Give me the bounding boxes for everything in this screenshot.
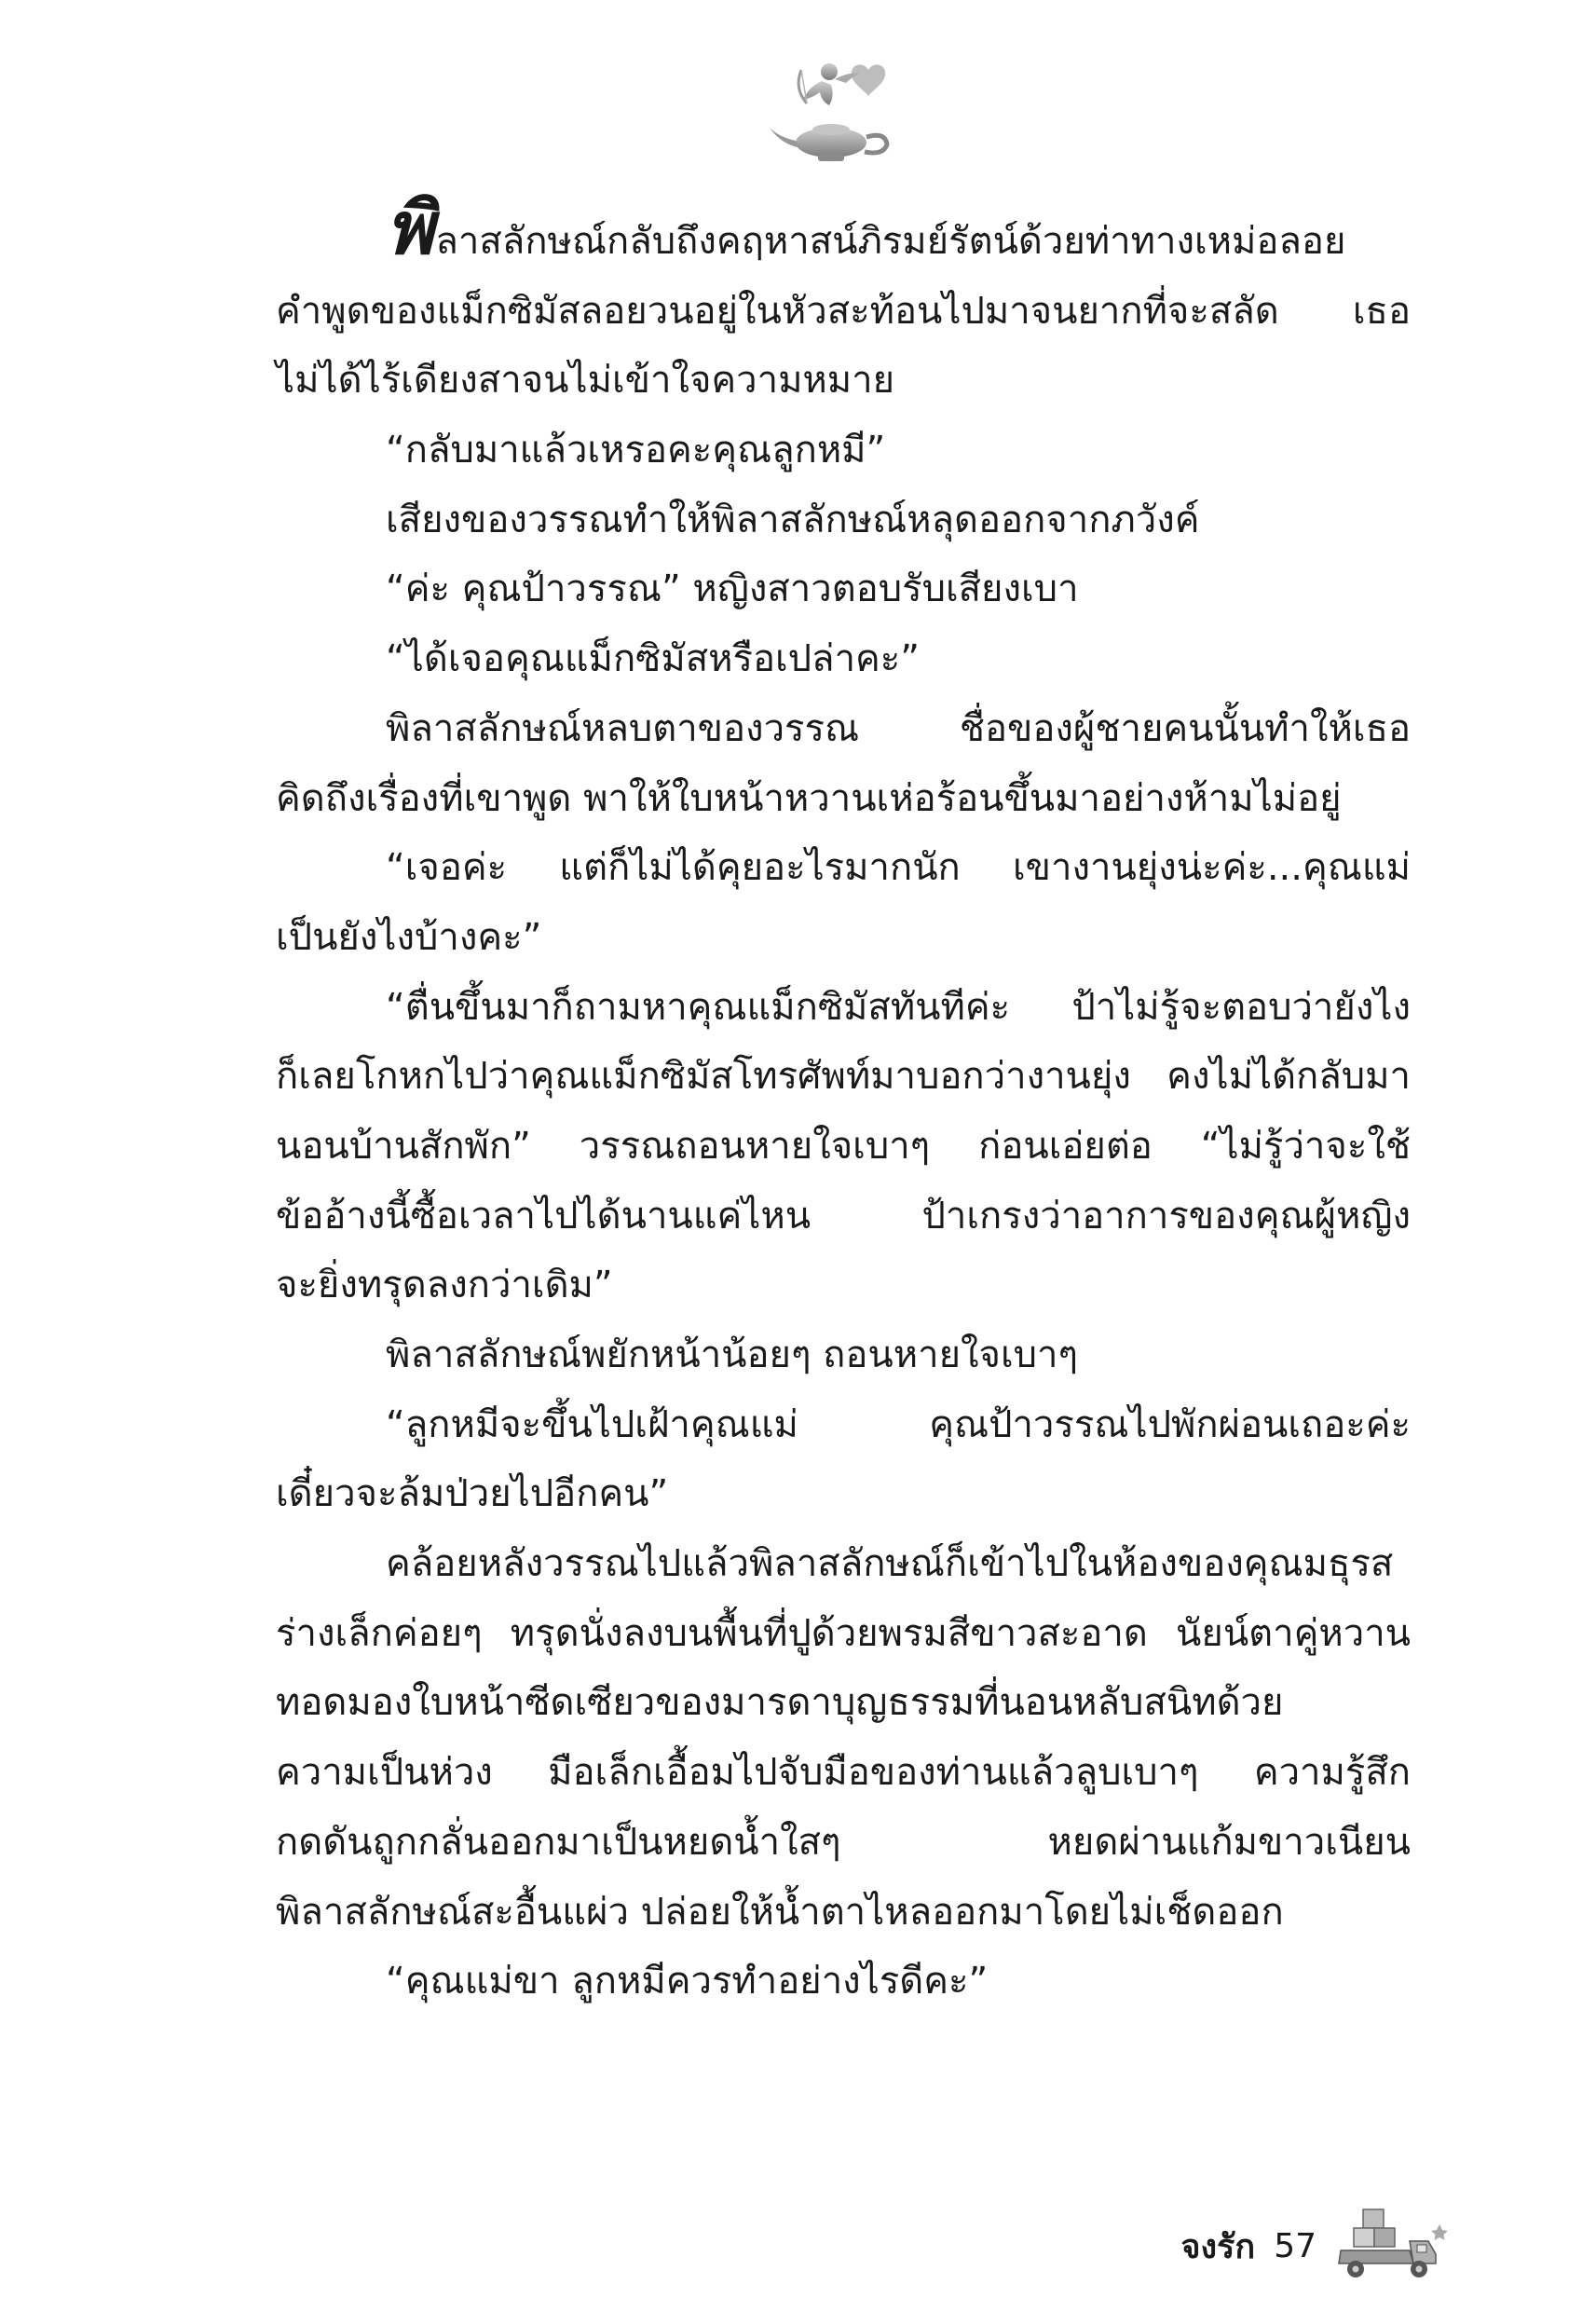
text-line-content: กดดันถูกกลั่นออกมาเป็นหยดน้ำใสๆ หยดผ่านแก้มขาวเนียน: [276, 1820, 1411, 1864]
text-line: [276, 1529, 1411, 1599]
text-line: [276, 1251, 1411, 1320]
text-line: [276, 485, 1411, 555]
text-line: [276, 1668, 1411, 1738]
text-line: [276, 346, 1411, 416]
running-title: จงรัก: [1180, 2227, 1256, 2266]
text-line: [276, 1738, 1411, 1808]
text-line-content: พิลาสลักษณ์สะอื้นแผ่ว ปล่อยให้น้ำตาไหลออกมาโดยไม่เช็ดออก: [276, 1890, 1284, 1934]
text-line-content: นอนบ้านสักพัก” วรรณถอนหายใจเบาๆ ก่อนเอ่ยต่อ “ไม่รู้ว่าจะใช้: [276, 1124, 1411, 1168]
text-line-content: คล้อยหลังวรรณไปแล้วพิลาสลักษณ์ก็เข้าไปในห้องของคุณมธุรส: [386, 1542, 1394, 1586]
text-line: [276, 764, 1411, 834]
text-line-content: “กลับมาแล้วเหรอคะคุณลูกหมี”: [386, 429, 886, 472]
text-line-content: “ได้เจอคุณแม็กซิมัสหรือเปล่าคะ”: [386, 637, 920, 681]
text-line-content: ทอดมองใบหน้าซีดเซียวของมารดาบุญธรรมที่นอนหลับสนิทด้วย: [276, 1681, 1284, 1725]
text-line-content: ความเป็นห่วง มือเล็กเอื้อมไปจับมือของท่านแล้วลูบเบาๆ ความรู้สึก: [276, 1751, 1411, 1795]
text-line: [276, 1112, 1411, 1182]
text-line-content: ข้ออ้างนี้ซื้อเวลาไปได้นานแค่ไหน ป้าเกรงว่าอาการของคุณผู้หญิง: [276, 1194, 1411, 1238]
text-line: [276, 694, 1411, 764]
text-line: [276, 1182, 1411, 1251]
text-line: [276, 1878, 1411, 1948]
text-line-content: “ลูกหมีจะขึ้นไปเฝ้าคุณแม่ คุณป้าวรรณไปพักผ่อนเถอะค่ะ: [386, 1402, 1411, 1446]
text-line: [276, 186, 1411, 277]
text-line: [276, 1808, 1411, 1878]
text-line: [276, 833, 1411, 903]
text-line-content: เดี๋ยวจะล้มป่วยไปอีกคน”: [276, 1472, 669, 1516]
text-line-content: “เจอค่ะ แต่ก็ไม่ได้คุยอะไรมากนัก เขางานยุ่งน่ะค่ะ...คุณแม่: [386, 846, 1411, 890]
text-line: [276, 903, 1411, 973]
text-line-content: ไม่ได้ไร้เดียงสาจนไม่เข้าใจความหมาย: [276, 359, 895, 403]
text-line-content: จะยิ่งทรุดลงกว่าเดิม”: [276, 1264, 613, 1307]
page-footer: [1180, 2190, 1447, 2302]
text-line: [276, 1320, 1411, 1390]
text-line-content: ร่างเล็กค่อยๆ ทรุดนั่งลงบนพื้นที่ปูด้วยพรมสีขาวสะอาด นัยน์ตาคู่หวาน: [276, 1611, 1411, 1655]
text-line: [276, 1599, 1411, 1669]
text-line-content: คำพูดของแม็กซิมัสลอยวนอยู่ในหัวสะท้อนไปมาจนยากที่จะสลัด เธอ: [276, 289, 1411, 333]
text-line: [276, 554, 1411, 624]
text-line: [276, 277, 1411, 347]
body-text: [276, 186, 1411, 2017]
text-line: [276, 624, 1411, 694]
text-line-content: ก็เลยโกหกไปว่าคุณแม็กซิมัสโทรศัพท์มาบอกว่างานยุ่ง คงไม่ได้กลับมา: [276, 1055, 1411, 1099]
page-number: 57: [1274, 2226, 1316, 2265]
text-line: [276, 1042, 1411, 1112]
text-line-content: พิลาสลักษณ์พยักหน้าน้อยๆ ถอนหายใจเบาๆ: [386, 1333, 1078, 1376]
text-line-content: คิดถึงเรื่องที่เขาพูด พาให้ใบหน้าหวานเห่อร้อนขึ้นมาอย่างห้ามไม่อยู่: [276, 776, 1342, 820]
text-line-content: “ค่ะ คุณป้าวรรณ” หญิงสาวตอบรับเสียงเบา: [386, 567, 1079, 611]
text-line: [276, 973, 1411, 1043]
text-line-content: เสียงของวรรณทำให้พิลาสลักษณ์หลุดออกจากภวังค์: [386, 498, 1200, 541]
text-line: [276, 1390, 1411, 1460]
drop-cap: พิ: [386, 186, 434, 271]
text-line-content: ลาสลักษณ์กลับถึงคฤหาสน์ภิรมย์รัตน์ด้วยท่าทางเหม่อลอย: [435, 220, 1346, 263]
text-line-content: “ตื่นขึ้นมาก็ถามหาคุณแม็กซิมัสทันทีค่ะ ป้าไม่รู้จะตอบว่ายังไง: [386, 985, 1411, 1029]
text-line: [276, 1459, 1411, 1529]
toy-truck-blocks-icon: [1335, 2204, 1447, 2288]
text-line: [276, 1947, 1411, 2017]
text-line-content: พิลาสลักษณ์หลบตาของวรรณ ชื่อของผู้ชายคนนั้นทำให้เธอ: [386, 706, 1411, 750]
text-line: [276, 416, 1411, 485]
text-line-content: “คุณแม่ขา ลูกหมีควรทำอย่างไรดีคะ”: [386, 1960, 989, 2003]
text-line-content: เป็นยังไงบ้างคะ”: [276, 915, 542, 959]
cupid-teapot-ornament-icon: [764, 51, 904, 172]
